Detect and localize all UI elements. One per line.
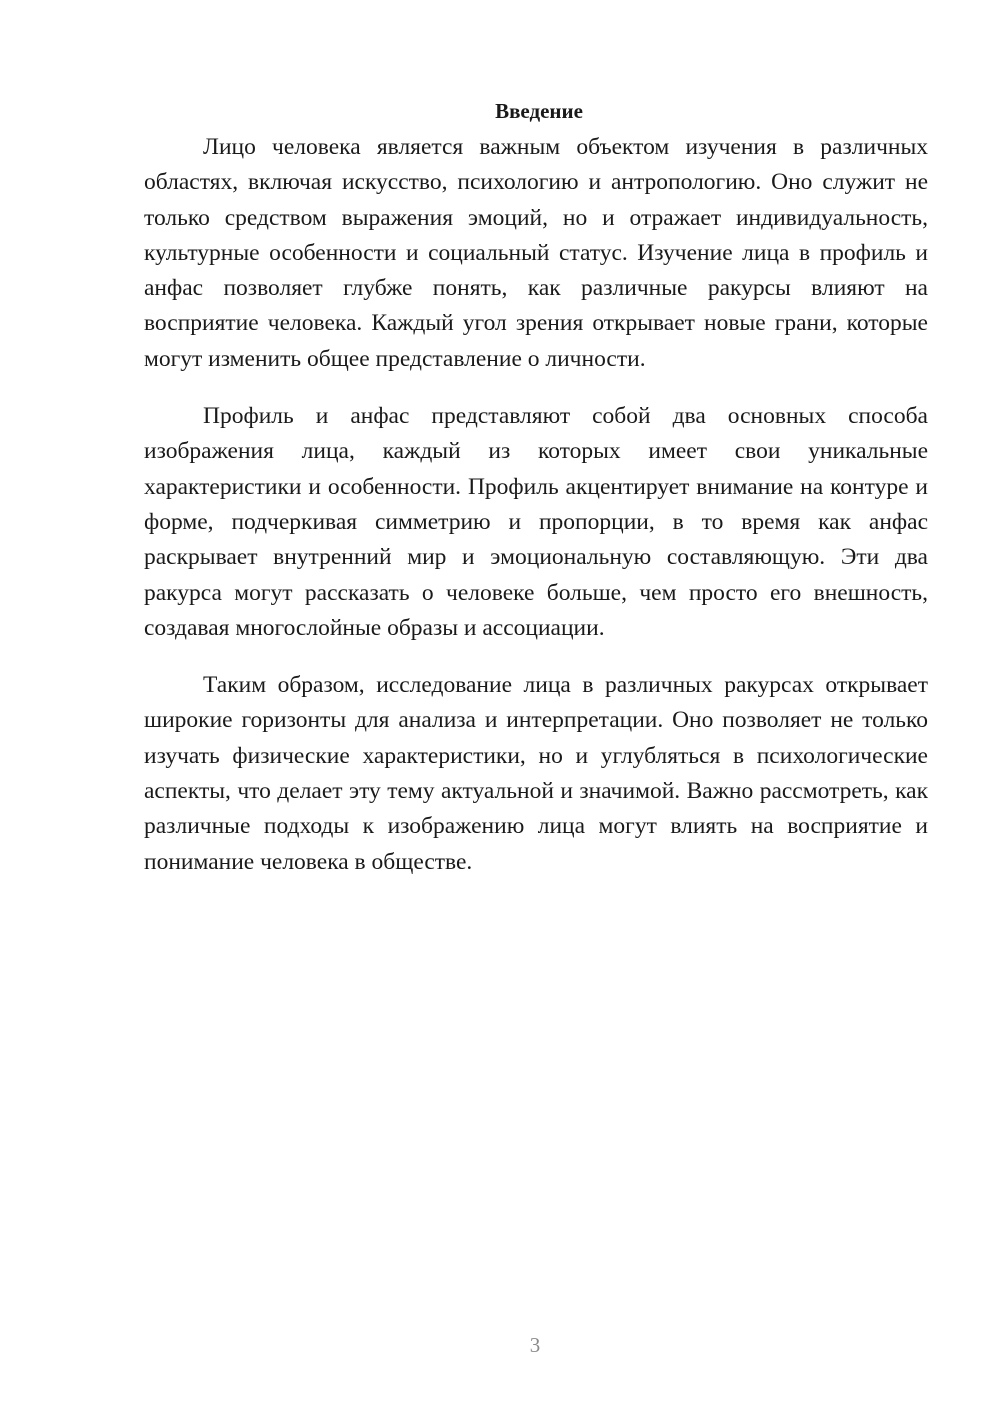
page-content	[144, 96, 928, 902]
page-number: 3	[529, 1333, 541, 1357]
paragraph-3: Таким образом, исследование лица в различных ракурсах открывает широкие горизонты для анализа и интерпретации. Оно позволяет не только изучать физические характеристики, но и углубляться в психологические аспекты, что делает эту тему актуальной и значимой. Важно рассмотреть, как различные подходы к изображению лица могут влиять на восприятие и понимание человека в обществе.	[144, 672, 928, 875]
paragraph-1: Лицо человека является важным объектом изучения в различных областях, включая искусство, психологию и антропологию. Оно служит не только средством выражения эмоций, но и отражает индивидуальность, культурные особенности и социальный статус. Изучение лица в профиль и анфас позволяет глубже понять, как различные ракурсы влияют на восприятие человека. Каждый угол зрения открывает новые грани, которые могут изменить общее представление о личности.	[144, 134, 928, 372]
paragraph-2: Профиль и анфас представляют собой два основных способа изображения лица, каждый из которых имеет свои уникальные характеристики и особенности. Профиль акцентирует внимание на контуре и форме, подчеркивая симметрию и пропорции, в то время как анфас раскрывает внутренний мир и эмоциональную составляющую. Эти два ракурса могут рассказать о человеке больше, чем просто его внешность, создавая многослойные образы и ассоциации.	[144, 403, 928, 641]
section-title: Введение	[495, 99, 583, 123]
